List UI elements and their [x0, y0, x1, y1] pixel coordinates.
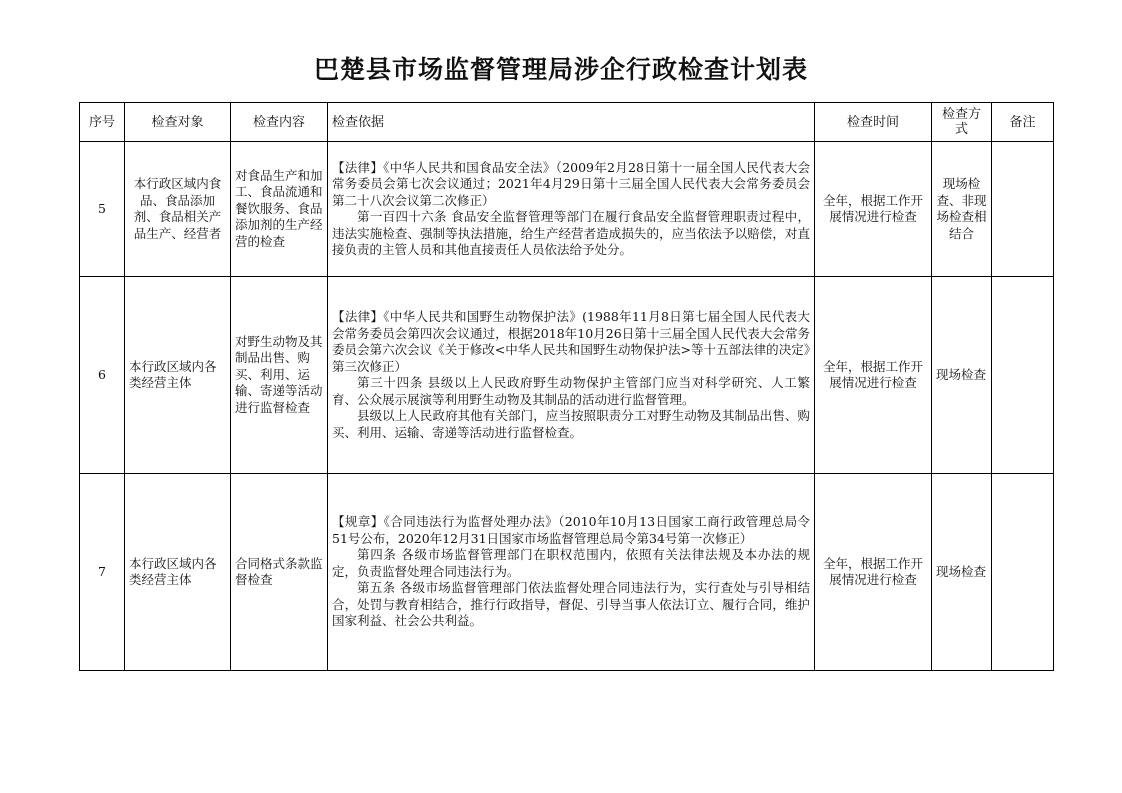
cell-basis [328, 277, 815, 474]
cell-content: 对食品生产和加工、食品流通和餐饮服务、食品添加剂的生产经营的检查 [231, 142, 328, 277]
cell-basis [328, 142, 815, 277]
basis-article: 第三十四条 县级以上人民政府野生动物保护主管部门应当对科学研究、人工繁育、公众展示展演等利用野生动物及其制品的活动进行监督管理。 [332, 375, 810, 407]
table-row [80, 277, 1054, 474]
basis-article: 第四条 各级市场监督管理部门在职权范围内，依照有关法律法规及本办法的规定，负责监督处理合同违法行为。 [332, 547, 810, 579]
cell-note [992, 474, 1054, 671]
basis-article: 县级以上人民政府其他有关部门，应当按照职责分工对野生动物及其制品出售、购买、利用、运输、寄递等活动进行监督检查。 [332, 408, 810, 440]
cell-object: 本行政区域内各类经营主体 [125, 277, 231, 474]
cell-basis [328, 474, 815, 671]
table-header-row [80, 103, 1054, 142]
header-method: 检查方式 [932, 103, 992, 142]
header-note: 备注 [992, 103, 1054, 142]
header-content: 检查内容 [231, 103, 328, 142]
basis-article: 第五条 各级市场监督管理部门依法监督处理合同违法行为，实行查处与引导相结合，处罚与教育相结合，推行行政指导，督促、引导当事人依法订立、履行合同，维护国家利益、社会公共利益。 [332, 580, 810, 629]
cell-method: 现场检查 [932, 277, 992, 474]
cell-object: 本行政区域内食品、食品添加剂、食品相关产品生产、经营者 [125, 142, 231, 277]
cell-note [992, 277, 1054, 474]
basis-law-title: 【法律】《中华人民共和国野生动物保护法》(1988年11月8日第七届全国人民代表大会常务委员会第四次会议通过，根据2018年10月26日第十三届全国人民代表大会常务委员会第六次会议《关于修改<中华人民共和国野生动物保护法>等十五部法律的决定》第三次修正） [332, 309, 810, 374]
header-basis: 检查依据 [328, 103, 815, 142]
table-row [80, 142, 1054, 277]
cell-seq: 5 [80, 142, 125, 277]
cell-method: 现场检查 [932, 474, 992, 671]
cell-seq: 7 [80, 474, 125, 671]
cell-time: 全年，根据工作开展情况进行检查 [815, 277, 932, 474]
cell-seq: 6 [80, 277, 125, 474]
header-seq: 序号 [80, 103, 125, 142]
inspection-plan-table [79, 102, 1054, 671]
basis-law-title: 【法律】《中华人民共和国食品安全法》（2009年2月28日第十一届全国人民代表大会常务委员会第七次会议通过；2021年4月29日第十三届全国人民代表大会常务委员会第二十八次会议第二次修正） [332, 159, 810, 208]
page-title: 巴楚县市场监督管理局涉企行政检查计划表 [313, 55, 808, 84]
basis-article: 第一百四十六条 食品安全监督管理等部门在履行食品安全监督管理职责过程中，违法实施检查、强制等执法措施，给生产经营者造成损失的，应当依法予以赔偿，对直接负责的主管人员和其他直接责任人员依法给予处分。 [332, 209, 810, 257]
header-object: 检查对象 [125, 103, 231, 142]
cell-time: 全年，根据工作开展情况进行检查 [815, 474, 932, 671]
cell-content: 合同格式条款监督检查 [231, 474, 328, 671]
basis-law-title: 【规章】《合同违法行为监督处理办法》（2010年10月13日国家工商行政管理总局令51号公布，2020年12月31日国家市场监督管理总局令第34号第一次修正） [332, 514, 810, 546]
cell-content: 对野生动物及其制品出售、购买、利用、运输、寄递等活动进行监督检查 [231, 277, 328, 474]
cell-object: 本行政区域内各类经营主体 [125, 474, 231, 671]
header-time: 检查时间 [815, 103, 932, 142]
cell-note [992, 142, 1054, 277]
cell-time: 全年，根据工作开展情况进行检查 [815, 142, 932, 277]
cell-method: 现场检查、非现场检查相结合 [932, 142, 992, 277]
table-row [80, 474, 1054, 671]
